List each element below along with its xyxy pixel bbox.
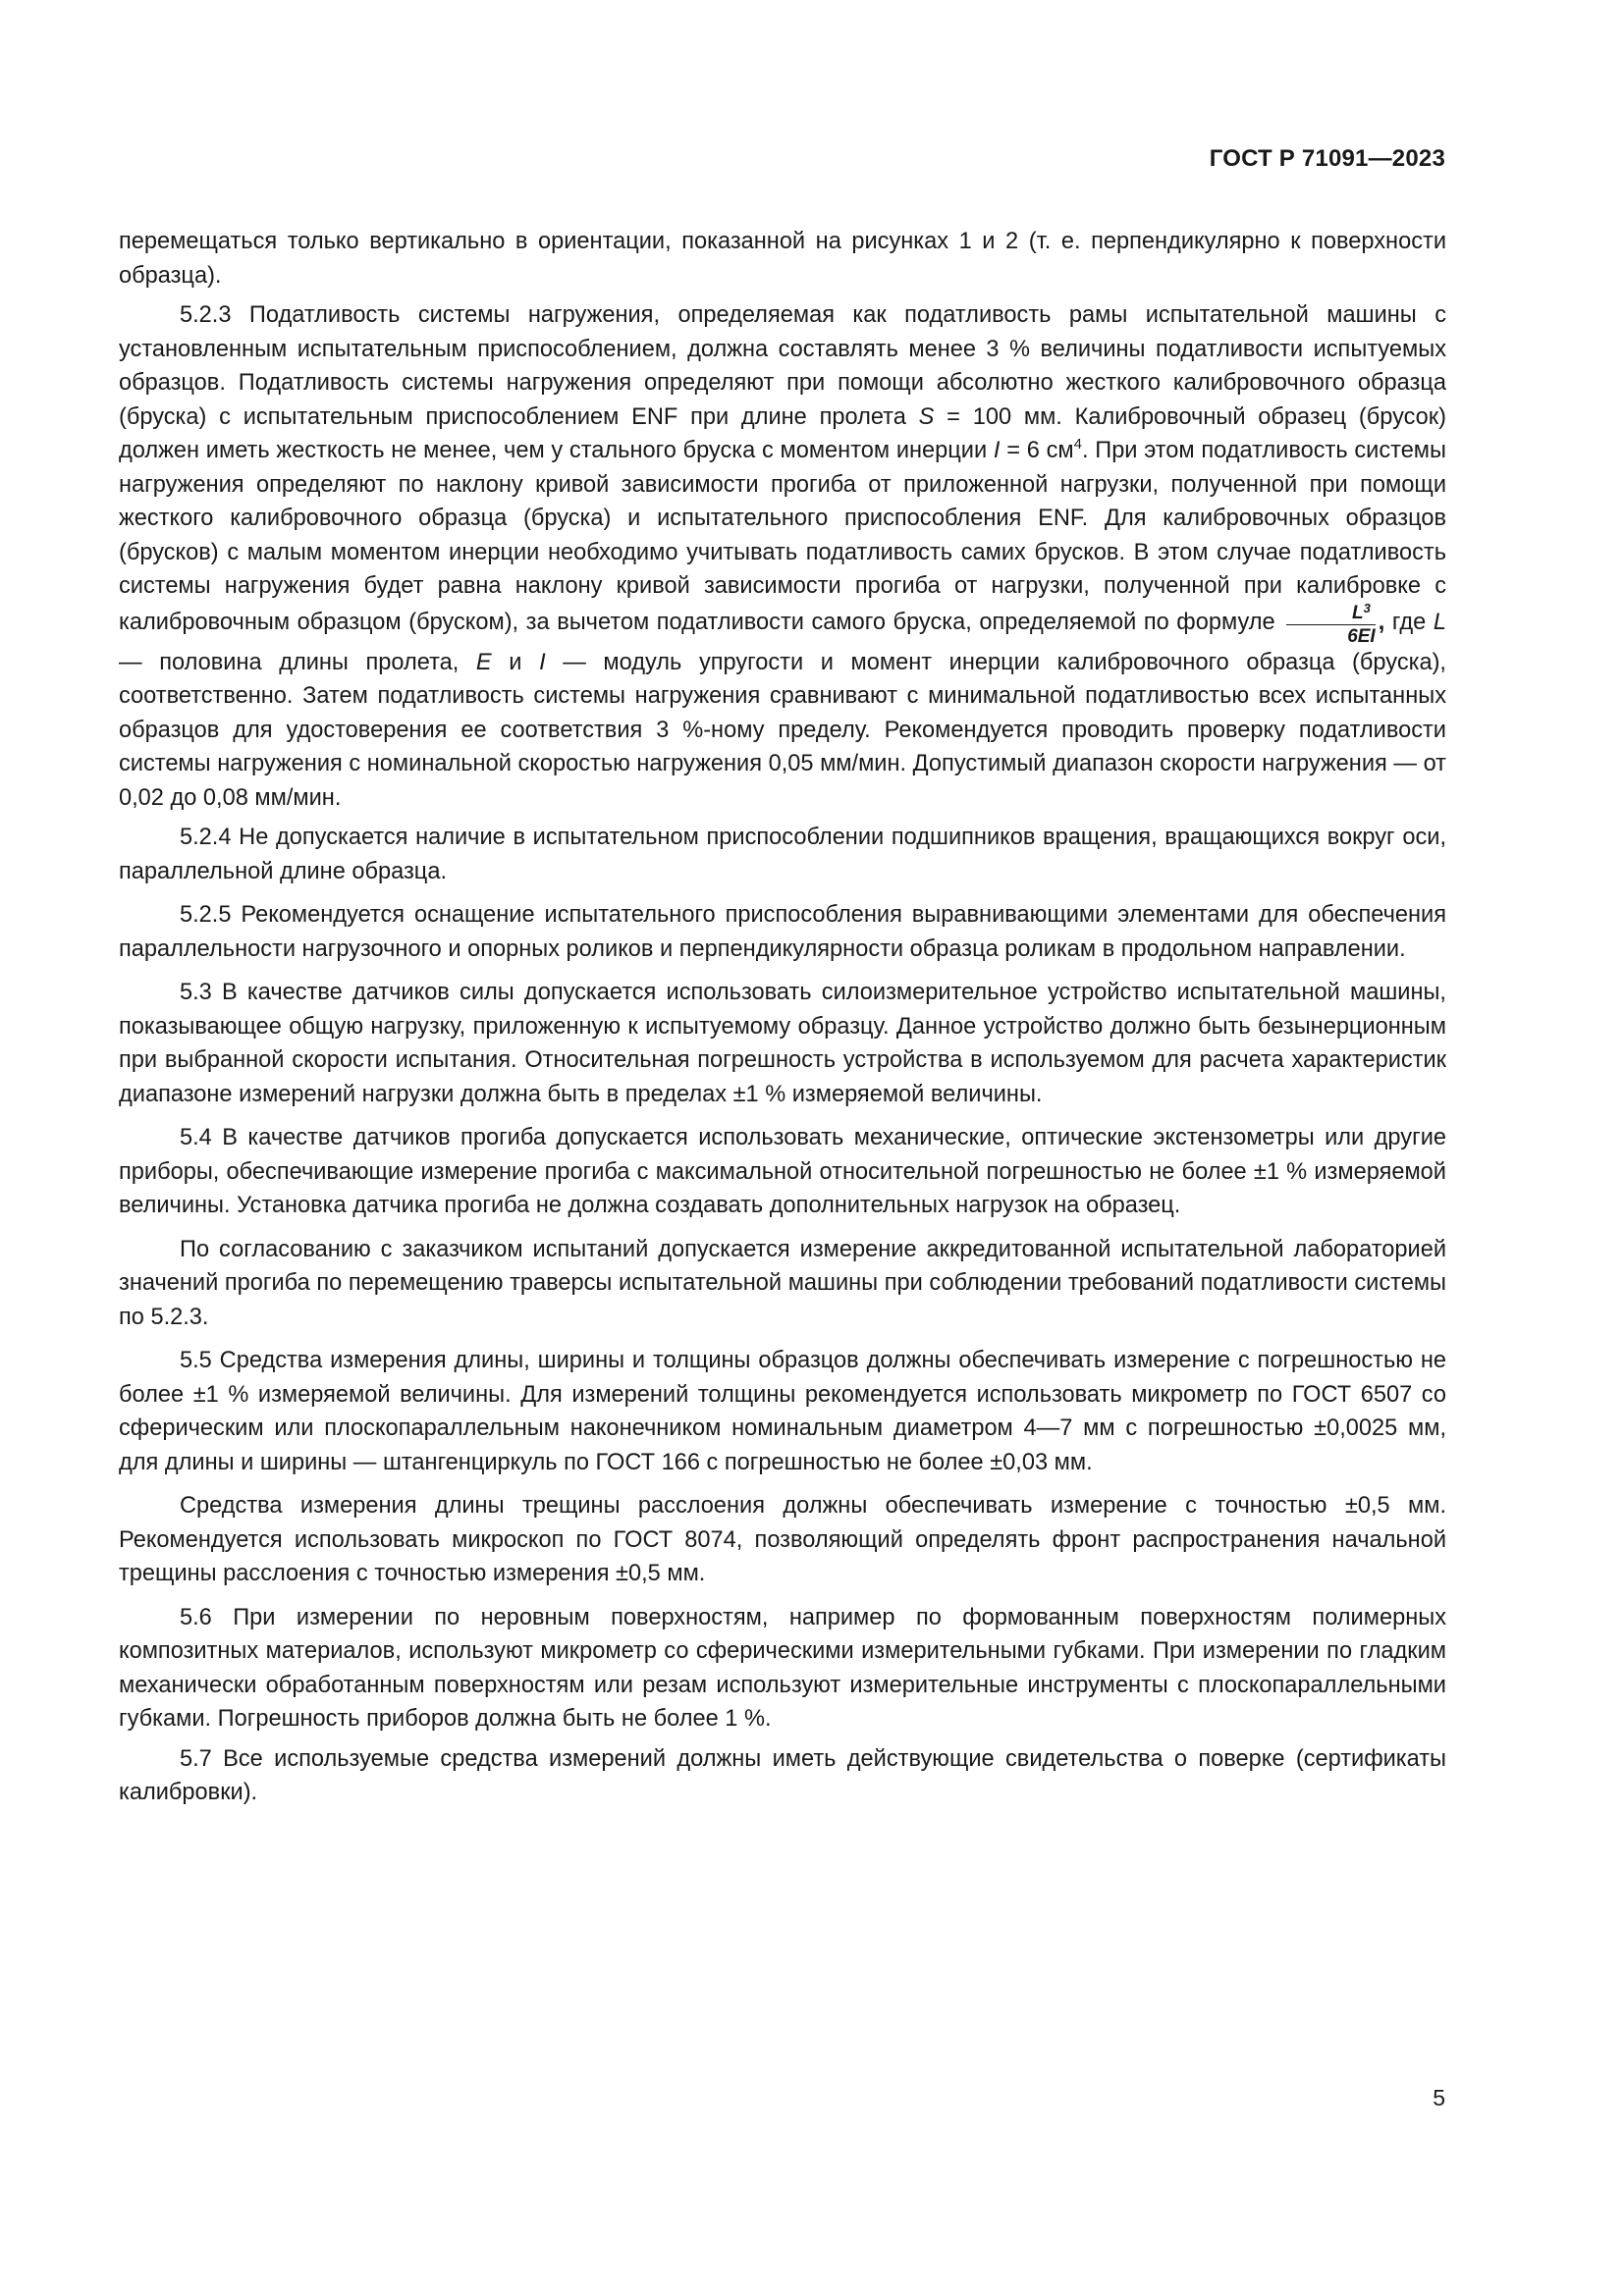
paragraph-5-2-4: 5.2.4 Не допускается наличие в испытательном приспособлении подшипников вращения, вращающихся вокруг оси, параллельной длине образца. (119, 825, 1446, 884)
formula-l: L (1352, 602, 1364, 623)
symbol-s: S (918, 403, 935, 430)
superscript-4: 4 (1073, 436, 1082, 453)
text-run: = 6 см (1000, 438, 1074, 463)
paragraph-5-6: 5.6 При измерении по неровным поверхностям, например по формованным поверхностям полимерных композитных материалов, используют микрометр со сферическими измерительными губками. При измерении по гладким механически обработанным поверхностям или резам используют измерительные инструменты с плоскопараллельными губками. Погрешность приборов должна быть не более 1 %. (119, 1604, 1446, 1732)
paragraph-5-3: 5.3 В качестве датчиков силы допускается использовать силоизмерительное устройство испытательной машины, показывающее общую нагрузку, приложенную к испытуемому образцу. Данное устройство должно быть безынерционным при выбранной скорости испытания. Относительная погрешность устройства в используемом для расчета характеристик диапазоне измерений нагрузки должна быть в пределах ±1 % измеряемой величины. (119, 980, 1446, 1107)
paragraph-continuation: перемещаться только вертикально в ориентации, показанной на рисунках 1 и 2 (т. е. перпендикулярно к поверхности образца). (119, 229, 1446, 289)
formula-denominator: 6EI (1347, 625, 1376, 647)
formula-numerator (1286, 600, 1376, 625)
text-run: где (1384, 609, 1434, 635)
paragraph-5-4-note: По согласованию с заказчиком испытаний допускается измерение аккредитованной испытательной лабораторией значений прогиба по перемещению траверсы испытательной машины при соблюдении требований податливости системы по 5.2.3. (119, 1236, 1446, 1330)
symbol-e: E (475, 649, 492, 675)
paragraph-5-4: 5.4 В качестве датчиков прогиба допускается использовать механические, оптические экстензометры или другие приборы, обеспечивающие измерение прогиба с максимальной относительной погрешностью не более ±1 % измеряемой величины. Установка датчика прогиба не должна создавать дополнительных нагрузок на образец. (119, 1125, 1446, 1218)
text-run: . При этом податливость системы нагружения определяют по наклону кривой зависимости прогиба от приложенной нагрузки, полученной при помощи жесткого калибровочного образца (бруска) и испытательного приспособления ENF. Для калибровочных образцов (брусков) с малым моментом инерции необходимо учитывать податливость самих брусков. В этом случае податливость системы нагружения будет равна наклону кривой зависимости прогиба от нагрузки, полученной при калибровке с калибровочным образцом (бруском), за вычетом податливости самого бруска, определяемой по формуле (119, 438, 1446, 635)
symbol-i: I (539, 649, 546, 675)
paragraph-5-7: 5.7 Все используемые средства измерений должны иметь действующие свидетельства о поверке (сертификаты калибровки). (119, 1745, 1446, 1805)
page-number: 5 (1433, 2085, 1445, 2110)
document-code: ГОСТ Р 71091—2023 (1209, 145, 1445, 172)
paragraph-5-2-3 (119, 298, 1446, 815)
text-run: и (491, 649, 540, 675)
paragraph-5-5-crack: Средства измерения длины трещины расслоения должны обеспечивать измерение с точностью ±0,5 мм. Рекомендуется использовать микроскоп по ГОСТ 8074, позволяющий определять фронт распространения начальной трещины расслоения с точностью измерения ±0,5 мм. (119, 1493, 1446, 1586)
text-run: = 100 мм. Калибровочный образец (брусок) должен иметь жесткость не менее, чем у стального бруска с моментом инерции (119, 403, 1446, 463)
formula-fraction (1286, 600, 1376, 647)
document-body (119, 225, 1446, 1816)
symbol-l: L (1433, 609, 1446, 635)
text-run: 5.2.3 Податливость системы нагружения, определяемая как податливость рамы испытательной машины с установленным испытательным приспособлением, должна составлять менее 3 % величины податливости испытуемых образцов. Податливость системы нагружения определяют при помощи абсолютно жесткого калибровочного образца (бруска) с испытательным приспособлением ENF при длине пролета (119, 302, 1446, 430)
text-run: — половина длины пролета, (119, 649, 476, 675)
text-run: — модуль упругости и момент инерции калибровочного образца (бруска), соответственно. Затем податливость системы нагружения сравнивают с минимальной податливостью всех испытанных образцов для удостоверения ее соответствия 3 %-ному пределу. Рекомендуется проводить проверку податливости системы нагружения с номинальной скоростью нагружения 0,05 мм/мин. Допустимый диапазон скорости нагружения — от 0,02 до 0,08 мм/мин. (119, 649, 1446, 811)
paragraph-5-5: 5.5 Средства измерения длины, ширины и толщины образцов должны обеспечивать измерение с погрешностью не более ±1 % измеряемой величины. Для измерений толщины рекомендуется использовать микрометр по ГОСТ 6507 со сферическим или плоскопараллельным наконечником номинальным диаметром 4—7 мм с погрешностью ±0,0025 мм, для длины и ширины — штангенциркуль по ГОСТ 166 с погрешностью не более ±0,03 мм. (119, 1348, 1446, 1475)
symbol-i: I (993, 438, 1001, 463)
formula-comma: , (1378, 609, 1385, 635)
formula-exponent: 3 (1363, 600, 1371, 615)
paragraph-5-2-5: 5.2.5 Рекомендуется оснащение испытательного приспособления выравнивающими элементами для обеспечения параллельности нагрузочного и опорных роликов и перпендикулярности образца роликам в продольном направлении. (119, 902, 1446, 962)
